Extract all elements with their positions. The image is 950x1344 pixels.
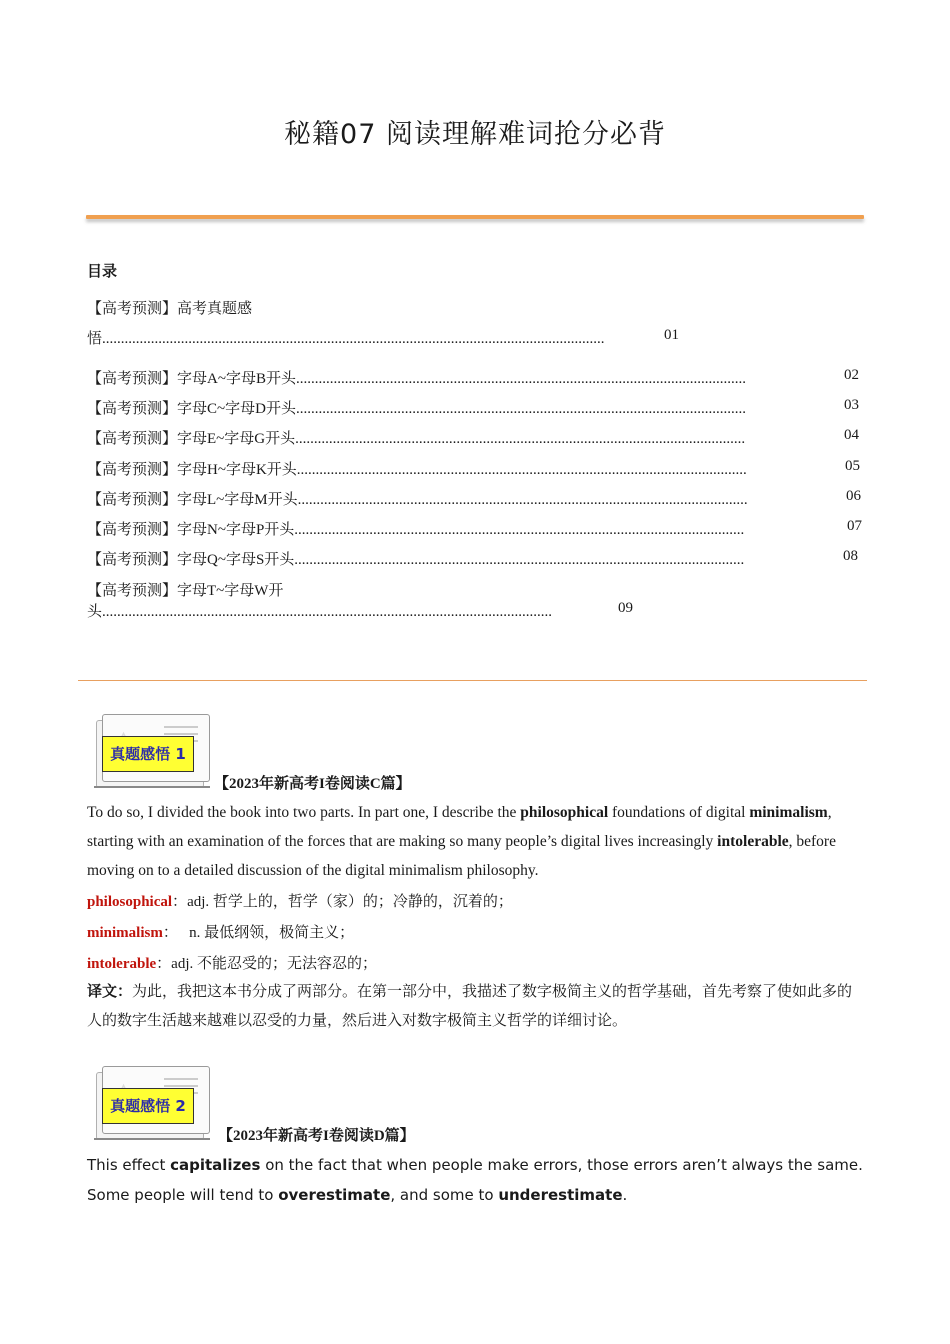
toc-entry-label-cont: 悟 <box>87 331 103 347</box>
toc-entry-label: 【高考预测】字母A~字母B开头 <box>87 371 296 387</box>
title-divider <box>86 215 864 219</box>
toc-entry-label: 【高考预测】高考真题感 <box>87 301 253 317</box>
key-word: minimalism <box>749 804 828 821</box>
toc-page-number: 05 <box>845 458 860 474</box>
toc-page-number: 07 <box>847 518 862 534</box>
toc-heading: 目录 <box>87 262 118 280</box>
toc-entry-8[interactable] <box>87 548 841 569</box>
translation-label: 译文： <box>87 984 133 1000</box>
section-badge-2 <box>94 1066 212 1144</box>
key-word: philosophical <box>520 804 609 821</box>
toc-page-number: 02 <box>844 367 859 383</box>
page-title: 秘籍07 阅读理解难词抢分必背 <box>284 119 666 150</box>
vocab-entry: philosophical：adj. 哲学上的，哲学（家）的；冷静的，沉着的； <box>87 894 513 910</box>
badge-label: 真题感悟 2 <box>102 1088 194 1124</box>
vocab-entry: minimalism： n. 最低纲领，极简主义； <box>87 925 355 941</box>
key-word: underestimate <box>498 1186 623 1204</box>
toc-dots: ........................................................................................................................ <box>297 492 748 508</box>
vocab-word: minimalism <box>87 925 163 941</box>
toc-entry-label-cont: 头 <box>87 604 103 620</box>
key-word: overestimate <box>278 1186 391 1204</box>
toc-entry-9[interactable] <box>87 579 283 600</box>
toc-page-number: 06 <box>846 488 861 504</box>
vocab-definition: n. 最低纲领，极简主义； <box>189 925 355 941</box>
vocab-definition: adj. 哲学上的，哲学（家）的；冷静的，沉着的； <box>187 894 513 910</box>
toc-dots: ........................................................................................................................ <box>102 604 553 620</box>
toc-entry-9-cont[interactable] <box>87 600 617 621</box>
toc-entry-3[interactable] <box>87 397 842 418</box>
toc-page-number: 04 <box>844 427 859 443</box>
toc-entry-4[interactable] <box>87 427 842 448</box>
section-badge-1 <box>94 714 212 792</box>
toc-entry-6[interactable] <box>87 488 844 509</box>
toc-dots: ........................................................................................................................ <box>295 371 746 387</box>
toc-dots: ........................................................................................................................ <box>294 552 745 568</box>
vocab-entry: intolerable：adj. 不能忍受的；无法容忍的； <box>87 956 377 972</box>
translation-text: 为此，我把这本书分成了两部分。在第一部分中，我描述了数字极简主义的哲学基础，首先考察了使如此多的人的数字生活越来越难以忍受的力量，然后进入对数字极简主义哲学的详细讨论。 <box>87 984 853 1029</box>
toc-entry-label: 【高考预测】字母L~字母M开头 <box>87 492 298 508</box>
vocab-word: philosophical <box>87 894 173 910</box>
badge-base-line <box>94 1138 210 1140</box>
toc-entry-2[interactable] <box>87 367 842 388</box>
toc-page-number: 01 <box>664 327 679 343</box>
toc-page-number: 09 <box>618 600 633 616</box>
badge-base-line <box>94 786 210 788</box>
toc-dots: ........................................................................................................................ <box>294 522 745 538</box>
vocab-word: intolerable <box>87 956 157 972</box>
toc-entry-label: 【高考预测】字母E~字母G开头 <box>87 431 296 447</box>
toc-entry-7[interactable] <box>87 518 845 539</box>
section-divider <box>78 680 867 681</box>
source-reference: 【2023年新高考I卷阅读C篇】 <box>214 776 411 792</box>
translation <box>87 978 867 1036</box>
toc-dots: ........................................................................................................................ <box>295 431 746 447</box>
passage-paragraph: This effect capitalizes on the fact that when people make errors, those errors aren’t always the same. Some people will tend to overestimate, and some to underestimate. <box>87 1156 863 1204</box>
toc-page-number: 08 <box>843 548 858 564</box>
toc-entry-1-cont[interactable] <box>87 327 687 348</box>
toc-dots: ........................................................................................................................ <box>296 462 747 478</box>
toc-dots: ...................................................................................................................................... <box>102 331 605 347</box>
key-word: intolerable <box>717 833 789 850</box>
vocab-definition: adj. 不能忍受的；无法容忍的； <box>171 956 377 972</box>
badge-label: 真题感悟 1 <box>102 736 194 772</box>
toc-entry-label: 【高考预测】字母C~字母D开头 <box>87 401 296 417</box>
toc-page-number: 03 <box>844 397 859 413</box>
toc-entry-1[interactable] <box>87 297 252 318</box>
key-word: capitalizes <box>170 1156 261 1174</box>
toc-entry-label: 【高考预测】字母N~字母P开头 <box>87 522 295 538</box>
toc-entry-label: 【高考预测】字母T~字母W开 <box>87 583 284 599</box>
toc-entry-label: 【高考预测】字母Q~字母S开头 <box>87 552 295 568</box>
toc-dots: ........................................................................................................................ <box>295 401 746 417</box>
passage-paragraph: To do so, I divided the book into two parts. In part one, I describe the philosophical foundations of digital minimalism, starting with an examination of the forces that are making so many people’s digital lives increasingly intolerable, before moving on to a detailed discussion of the digital minimalism philosophy. <box>87 804 836 879</box>
toc-entry-5[interactable] <box>87 458 843 479</box>
toc-entry-label: 【高考预测】字母H~字母K开头 <box>87 462 297 478</box>
source-reference: 【2023年新高考I卷阅读D篇】 <box>218 1128 415 1144</box>
